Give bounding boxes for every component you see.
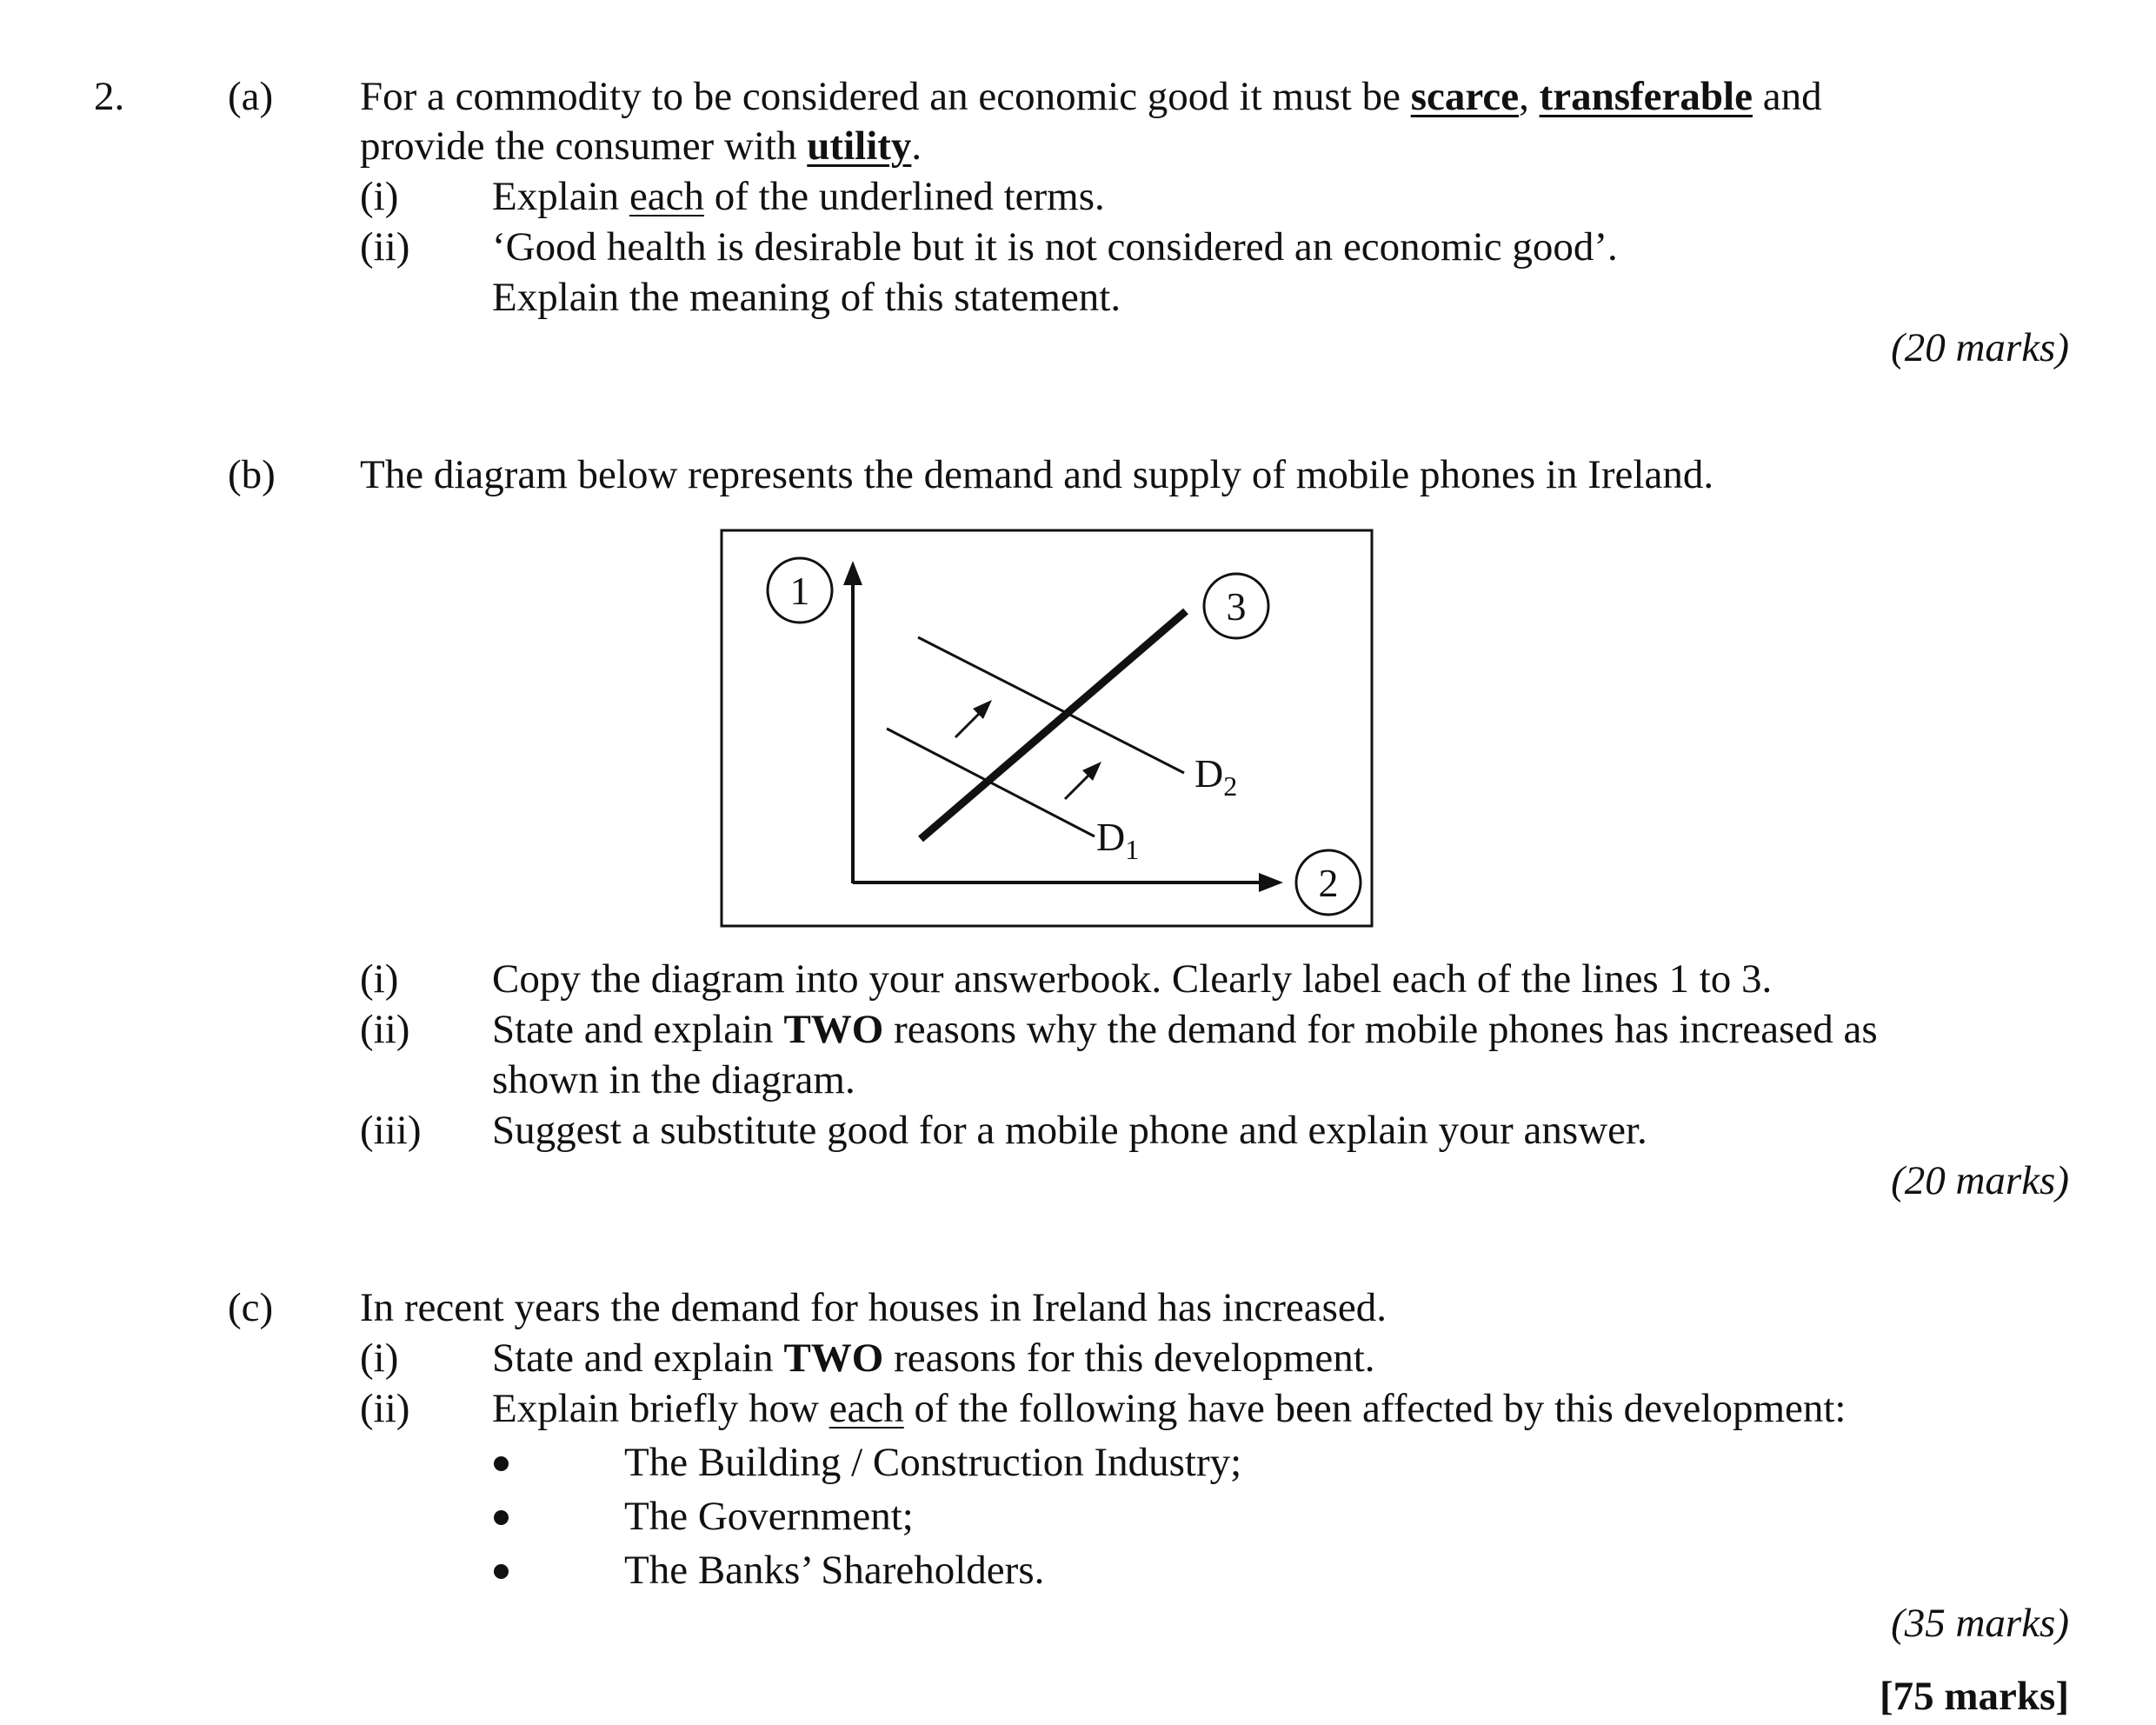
- part-a-i-text: [492, 171, 1105, 222]
- part-a-intro-line-1: [360, 71, 1822, 122]
- part-c-marks: (35 marks): [1891, 1601, 2069, 1646]
- part-a-marks: (20 marks): [1891, 325, 2069, 370]
- part-a-label: (a): [228, 74, 274, 119]
- part-b-ii-label: (ii): [360, 1007, 410, 1052]
- part-b-ii-post: reasons why the demand for mobile phones has increased as: [883, 1007, 1878, 1052]
- part-b-iii-text: Suggest a substitute good for a mobile phone and explain your answer.: [492, 1108, 1647, 1153]
- label-d1: [1096, 815, 1139, 865]
- term-transferable: transferable: [1539, 74, 1753, 119]
- shift-arrow-upper: [955, 712, 981, 737]
- label-3: 3: [1226, 584, 1247, 629]
- bullet-dot: [494, 1564, 509, 1579]
- part-a-intro-line-2: [360, 121, 922, 171]
- part-c-i-post: reasons for this development.: [883, 1335, 1375, 1381]
- part-a-intro-end: and: [1752, 74, 1822, 119]
- part-c-ii-label: (ii): [360, 1386, 410, 1431]
- bullet-item-government: The Government;: [624, 1494, 914, 1539]
- term-scarce: scarce: [1410, 74, 1520, 119]
- bullet-dot: [494, 1456, 509, 1471]
- part-a-i-label: (i): [360, 174, 399, 219]
- part-a-ii-line-2: Explain the meaning of this statement.: [492, 275, 1121, 320]
- part-c-i-bold: TWO: [783, 1335, 884, 1381]
- part-c-i-text: [492, 1333, 1375, 1383]
- part-b-i-label: (i): [360, 956, 399, 1002]
- part-a-i-pre: Explain: [492, 174, 629, 219]
- total-marks: [75 marks]: [1880, 1674, 2069, 1719]
- part-c-ii-underlined: each: [828, 1386, 904, 1431]
- part-c-label: (c): [228, 1285, 274, 1330]
- part-c-ii-pre: Explain briefly how: [492, 1386, 829, 1431]
- part-b-ii-line-2: shown in the diagram.: [492, 1057, 855, 1102]
- part-c-i-label: (i): [360, 1335, 399, 1381]
- part-b-ii-bold: TWO: [783, 1007, 884, 1052]
- supply-curve: [921, 611, 1186, 839]
- part-c-ii-text: [492, 1383, 1846, 1434]
- part-c-i-pre: State and explain: [492, 1335, 784, 1381]
- part-a-ii-label: (ii): [360, 224, 410, 270]
- label-d2-subscript: 2: [1223, 770, 1238, 802]
- shift-arrow-lower: [1065, 774, 1090, 799]
- part-b-label: (b): [228, 452, 276, 497]
- bullet-item-construction: The Building / Construction Industry;: [624, 1440, 1242, 1485]
- part-a-intro-line-2-text: provide the consumer with: [360, 123, 808, 169]
- demand-supply-diagram: [720, 528, 1374, 928]
- part-a-intro-text: For a commodity to be considered an economic good it must be: [360, 74, 1411, 119]
- part-b-marks: (20 marks): [1891, 1158, 2069, 1203]
- label-d2-main: D: [1194, 751, 1224, 796]
- part-b-ii-pre: State and explain: [492, 1007, 784, 1052]
- y-axis-arrowhead: [843, 561, 862, 585]
- label-d1-main: D: [1096, 815, 1126, 859]
- bullet-item-shareholders: The Banks’ Shareholders.: [624, 1548, 1045, 1593]
- question-number: 2.: [94, 74, 125, 119]
- part-b-ii-line-1: [492, 1004, 1878, 1055]
- part-c-intro: In recent years the demand for houses in Ireland has increased.: [360, 1285, 1387, 1330]
- term-utility: utility: [807, 123, 912, 169]
- label-1: 1: [789, 569, 810, 613]
- part-a-intro-line-2-end: .: [911, 123, 922, 169]
- bullet-dot: [494, 1510, 509, 1525]
- label-d2: [1194, 751, 1237, 802]
- part-a-i-underlined: each: [629, 174, 705, 219]
- part-a-i-post: of the underlined terms.: [704, 174, 1105, 219]
- term-separator: ,: [1519, 74, 1540, 119]
- label-2: 2: [1318, 861, 1339, 905]
- x-axis-arrowhead: [1259, 873, 1283, 892]
- part-b-iii-label: (iii): [360, 1108, 422, 1153]
- part-b-i-text: Copy the diagram into your answerbook. Clearly label each of the lines 1 to 3.: [492, 956, 1773, 1002]
- part-a-ii-line-1: ‘Good health is desirable but it is not considered an economic good’.: [492, 224, 1618, 270]
- label-d1-subscript: 1: [1125, 834, 1140, 865]
- part-c-ii-post: of the following have been affected by this development:: [903, 1386, 1847, 1431]
- part-b-intro: The diagram below represents the demand and supply of mobile phones in Ireland.: [360, 452, 1714, 497]
- demand-curve-d2: [918, 637, 1184, 773]
